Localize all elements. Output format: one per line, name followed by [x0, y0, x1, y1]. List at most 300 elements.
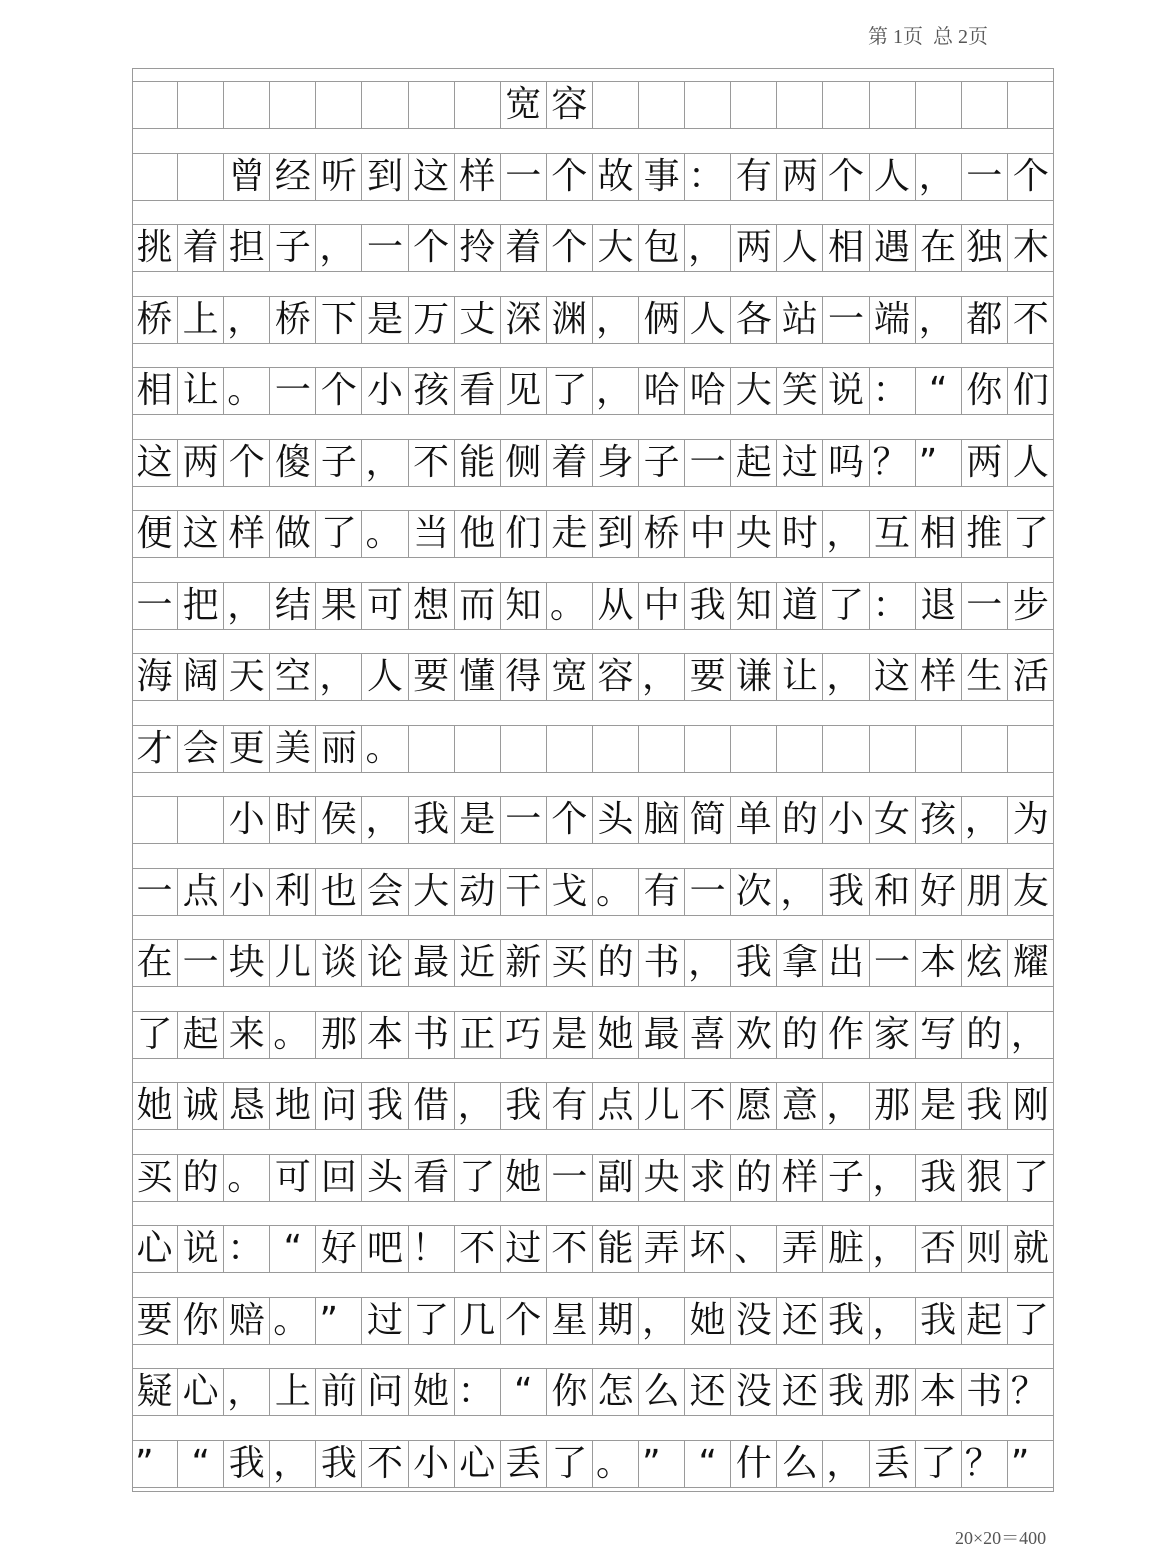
grid-cell: 一 — [501, 797, 547, 843]
grid-cell: 各 — [731, 297, 777, 343]
grid-cell — [685, 726, 731, 772]
grid-cell: 步 — [1012, 585, 1049, 626]
grid-cell: 人 — [362, 654, 408, 700]
grid-cell: 没 — [731, 1298, 777, 1344]
grid-cell: 这 — [409, 154, 455, 200]
grid-cell — [455, 726, 501, 772]
grid-cell: 欢 — [731, 1012, 777, 1058]
grid-cell: 丈 — [455, 297, 501, 343]
grid-cell: 有 — [639, 869, 685, 915]
grid-cell: ， — [316, 225, 362, 271]
grid-cell: 友 — [1012, 871, 1049, 912]
grid-cell: 了 — [455, 1155, 501, 1201]
text-row — [132, 1440, 1054, 1488]
grid-cell: 能 — [593, 1226, 639, 1272]
grid-cell: 我 — [823, 1298, 869, 1344]
grid-cell: 一 — [178, 940, 224, 986]
grid-cell: 弄 — [639, 1226, 685, 1272]
grid-cell — [593, 726, 639, 772]
grid-cell: 买 — [132, 1155, 178, 1201]
grid-cell — [1008, 726, 1054, 772]
grid-cell: ， — [639, 1298, 685, 1344]
grid-cell: 不 — [685, 1083, 731, 1129]
grid-cell: 身 — [593, 440, 639, 486]
grid-cell: 这 — [178, 511, 224, 557]
grid-cell: 我 — [823, 869, 869, 915]
grid-cell — [962, 82, 1008, 128]
grid-cell: 看 — [409, 1155, 455, 1201]
grid-cell: 点 — [593, 1083, 639, 1129]
grid-cell: 中 — [639, 583, 685, 629]
grid-cell: 丽 — [316, 726, 362, 772]
grid-cell: 包 — [639, 225, 685, 271]
grid-cell: 个 — [823, 154, 869, 200]
grid-cell — [178, 797, 224, 843]
grid-cell: 论 — [362, 940, 408, 986]
grid-cell: 朋 — [962, 869, 1008, 915]
grid-cell: 买 — [547, 940, 593, 986]
grid-cell: 次 — [731, 869, 777, 915]
grid-cell: 木 — [1012, 227, 1049, 268]
grid-cell: 么 — [639, 1369, 685, 1415]
grid-cell: ， — [823, 654, 869, 700]
grid-cell: 子 — [316, 440, 362, 486]
text-row — [132, 1011, 1054, 1059]
grid-cell: ， — [685, 225, 731, 271]
grid-cell: 宽 — [501, 82, 547, 128]
grid-cell: ： — [870, 583, 916, 629]
grid-cell — [270, 82, 316, 128]
grid-cell: ， — [362, 797, 408, 843]
grid-cell: 干 — [501, 869, 547, 915]
grid-cell — [593, 82, 639, 128]
grid-cell: 一 — [962, 583, 1008, 629]
grid-cell — [547, 726, 593, 772]
grid-cell — [777, 82, 823, 128]
grid-cell: 故 — [593, 154, 639, 200]
grid-cell: 样 — [777, 1155, 823, 1201]
grid-cell: ， — [270, 1441, 316, 1487]
grid-cell: 互 — [870, 511, 916, 557]
grid-cell: 求 — [685, 1155, 731, 1201]
grid-cell: 一 — [362, 225, 408, 271]
grid-cell: 星 — [547, 1298, 593, 1344]
grid-cell: ， — [362, 440, 408, 486]
grid-cell: 你 — [547, 1369, 593, 1415]
grid-cell: 阔 — [178, 654, 224, 700]
grid-cell: 。 — [362, 511, 408, 557]
grid-cell — [132, 154, 178, 200]
grid-cell: 有 — [731, 154, 777, 200]
grid-cell: 央 — [639, 1155, 685, 1201]
grid-cell — [132, 82, 178, 128]
grid-cell: 从 — [593, 583, 639, 629]
grid-cell: 傻 — [270, 440, 316, 486]
grid-cell: 小 — [823, 797, 869, 843]
grid-cell: 的 — [777, 1012, 823, 1058]
grid-cell: 否 — [916, 1226, 962, 1272]
grid-cell: 海 — [132, 654, 178, 700]
grid-cell: ， — [224, 297, 270, 343]
grid-cell: 会 — [362, 869, 408, 915]
grid-cell: 孩 — [409, 368, 455, 414]
grid-cell: 、 — [731, 1226, 777, 1272]
grid-cell — [777, 726, 823, 772]
grid-cell: ， — [593, 297, 639, 343]
grid-cell: 。 — [270, 1298, 316, 1344]
grid-cell: 她 — [593, 1012, 639, 1058]
grid-cell: 弄 — [777, 1226, 823, 1272]
grid-cell: 头 — [362, 1155, 408, 1201]
grid-cell: 一 — [685, 869, 731, 915]
grid-cell: 生 — [962, 654, 1008, 700]
grid-cell: 不 — [547, 1226, 593, 1272]
grid-cell: 我 — [685, 583, 731, 629]
grid-cell — [178, 82, 224, 128]
grid-cell: 意 — [777, 1083, 823, 1129]
grid-cell: 我 — [501, 1083, 547, 1129]
grid-cell: 样 — [916, 654, 962, 700]
grid-cell: ？ — [962, 1441, 1008, 1487]
grid-cell: 说 — [823, 368, 869, 414]
grid-cell: 块 — [224, 940, 270, 986]
grid-cell: 有 — [547, 1083, 593, 1129]
grid-cell: 我 — [409, 797, 455, 843]
grid-cell: 怎 — [593, 1369, 639, 1415]
grid-cell: 中 — [685, 511, 731, 557]
grid-cell: “ — [916, 368, 962, 414]
grid-cell: 我 — [316, 1441, 362, 1487]
grid-cell: 。 — [270, 1012, 316, 1058]
grid-cell: 。 — [593, 869, 639, 915]
grid-cell: 过 — [501, 1226, 547, 1272]
grid-cell: 事 — [639, 154, 685, 200]
grid-cell: 一 — [823, 297, 869, 343]
grid-cell — [962, 726, 1008, 772]
grid-cell: 近 — [455, 940, 501, 986]
grid-cell: ： — [455, 1369, 501, 1415]
text-row — [132, 939, 1054, 987]
grid-cell — [316, 82, 362, 128]
grid-cell: 不 — [409, 440, 455, 486]
grid-cell: 时 — [270, 797, 316, 843]
grid-cell: 回 — [316, 1155, 362, 1201]
grid-cell: 要 — [409, 654, 455, 700]
grid-cell: ， — [455, 1083, 501, 1129]
grid-cell: 简 — [685, 797, 731, 843]
grid-cell: ： — [685, 154, 731, 200]
grid-cell: 端 — [870, 297, 916, 343]
grid-cell — [823, 726, 869, 772]
grid-cell: 个 — [409, 225, 455, 271]
grid-cell: 空 — [270, 654, 316, 700]
grid-cell: 不 — [362, 1441, 408, 1487]
grid-cell: 动 — [455, 869, 501, 915]
grid-cell: 和 — [870, 869, 916, 915]
grid-cell: ， — [1010, 1014, 1047, 1055]
grid-cell: 我 — [916, 1298, 962, 1344]
grid-cell: ： — [224, 1226, 270, 1272]
grid-cell: 脑 — [639, 797, 685, 843]
grid-cell: 会 — [178, 726, 224, 772]
grid-cell: 果 — [316, 583, 362, 629]
grid-cell: 相 — [132, 368, 178, 414]
grid-cell: 个 — [547, 154, 593, 200]
grid-cell: 不 — [455, 1226, 501, 1272]
grid-cell: 一 — [870, 940, 916, 986]
grid-cell: ” — [916, 440, 962, 486]
grid-cell: 人 — [685, 297, 731, 343]
grid-cell: ， — [593, 368, 639, 414]
grid-cell: 两 — [962, 440, 1008, 486]
grid-cell: ， — [777, 869, 823, 915]
grid-cell: 坏 — [685, 1226, 731, 1272]
grid-cell: 俩 — [639, 297, 685, 343]
grid-cell: 好 — [316, 1226, 362, 1272]
text-row — [132, 1368, 1054, 1416]
grid-cell: 独 — [962, 225, 1008, 271]
grid-cell: 是 — [455, 797, 501, 843]
grid-cell: 吧 — [362, 1226, 408, 1272]
grid-cell: ， — [316, 654, 362, 700]
grid-cell: 一 — [962, 154, 1008, 200]
grid-cell: 书 — [962, 1369, 1008, 1415]
grid-cell: ， — [870, 1155, 916, 1201]
grid-cell: 的 — [962, 1012, 1008, 1058]
grid-cell: 几 — [455, 1298, 501, 1344]
text-row — [132, 439, 1054, 487]
grid-cell: 宽 — [547, 654, 593, 700]
grid-cell: 不 — [1012, 299, 1049, 340]
grid-cell — [455, 82, 501, 128]
grid-cell: 可 — [362, 583, 408, 629]
grid-cell: 了 — [916, 1441, 962, 1487]
grid-cell: 人 — [870, 154, 916, 200]
grid-cell: 新 — [501, 940, 547, 986]
grid-cell: 是 — [547, 1012, 593, 1058]
grid-cell: 美 — [270, 726, 316, 772]
grid-cell: 头 — [593, 797, 639, 843]
grid-cell: 单 — [731, 797, 777, 843]
grid-cell: 大 — [409, 869, 455, 915]
grid-cell: 小 — [224, 869, 270, 915]
grid-cell — [409, 726, 455, 772]
grid-cell — [132, 797, 178, 843]
grid-cell: 了 — [547, 368, 593, 414]
grid-cell: ， — [823, 1441, 869, 1487]
title-row — [132, 81, 1054, 129]
grid-cell: 吗 — [823, 440, 869, 486]
grid-cell: 笑 — [777, 368, 823, 414]
grid-cell: 相 — [916, 511, 962, 557]
grid-cell: ” — [132, 1441, 178, 1487]
grid-cell: 丢 — [501, 1441, 547, 1487]
grid-cell: 的 — [777, 797, 823, 843]
grid-cell: 起 — [962, 1298, 1008, 1344]
grid-cell: 心 — [178, 1369, 224, 1415]
grid-cell: 便 — [132, 511, 178, 557]
grid-cell: 可 — [270, 1155, 316, 1201]
grid-cell: 前 — [316, 1369, 362, 1415]
grid-cell: ， — [870, 1226, 916, 1272]
text-row — [132, 1154, 1054, 1202]
text-row — [132, 582, 1054, 630]
grid-cell: 喜 — [685, 1012, 731, 1058]
grid-cell: 狠 — [962, 1155, 1008, 1201]
grid-cell: 站 — [777, 297, 823, 343]
grid-cell: 相 — [823, 225, 869, 271]
grid-cell: 大 — [731, 368, 777, 414]
grid-cell: 个 — [547, 225, 593, 271]
grid-cell — [639, 82, 685, 128]
grid-cell: ， — [224, 583, 270, 629]
grid-cell: 刚 — [1012, 1085, 1049, 1126]
grid-cell: 这 — [132, 440, 178, 486]
grid-cell: 本 — [916, 940, 962, 986]
grid-cell: 担 — [224, 225, 270, 271]
grid-cell: 了 — [316, 511, 362, 557]
grid-cell: ？ — [1010, 1371, 1047, 1412]
grid-cell: 为 — [1012, 799, 1049, 840]
grid-cell: ” — [639, 1441, 685, 1487]
grid-cell: 着 — [178, 225, 224, 271]
grid-cell: 女 — [870, 797, 916, 843]
grid-cell: 小 — [362, 368, 408, 414]
grid-cell: 到 — [593, 511, 639, 557]
grid-cell: 遇 — [870, 225, 916, 271]
grid-cell: 活 — [1012, 656, 1049, 697]
grid-cell: 哈 — [639, 368, 685, 414]
grid-cell: 要 — [685, 654, 731, 700]
grid-cell: 桥 — [639, 511, 685, 557]
grid-cell: 写 — [916, 1012, 962, 1058]
grid-cell: 最 — [639, 1012, 685, 1058]
grid-cell — [870, 726, 916, 772]
grid-cell: 那 — [316, 1012, 362, 1058]
grid-cell: 了 — [823, 583, 869, 629]
grid-cell: 问 — [316, 1083, 362, 1129]
grid-cell: 她 — [501, 1155, 547, 1201]
grid-cell: ， — [870, 1298, 916, 1344]
grid-cell: 一 — [132, 583, 178, 629]
text-row — [132, 796, 1054, 844]
grid-cell: 知 — [731, 583, 777, 629]
grid-cell: 都 — [962, 297, 1008, 343]
grid-cell: 得 — [501, 654, 547, 700]
text-row — [132, 1225, 1054, 1273]
grid-cell — [823, 82, 869, 128]
grid-cell: 侯 — [316, 797, 362, 843]
grid-cell: 一 — [270, 368, 316, 414]
text-row — [132, 296, 1054, 344]
grid-cell: 走 — [547, 511, 593, 557]
grid-cell: “ — [178, 1441, 224, 1487]
grid-cell — [731, 726, 777, 772]
grid-cell: 侧 — [501, 440, 547, 486]
grid-cell: 了 — [409, 1298, 455, 1344]
grid-cell: 期 — [593, 1298, 639, 1344]
grid-cell: 书 — [409, 1012, 455, 1058]
grid-cell — [685, 82, 731, 128]
grid-cell: 个 — [316, 368, 362, 414]
grid-cell: ： — [870, 368, 916, 414]
grid-cell: 见 — [501, 368, 547, 414]
grid-cell: 人 — [777, 225, 823, 271]
grid-cell: 拎 — [455, 225, 501, 271]
grid-cell: 万 — [409, 297, 455, 343]
grid-cell: 人 — [1012, 442, 1049, 483]
grid-cell: 么 — [777, 1441, 823, 1487]
grid-cell: 孩 — [916, 797, 962, 843]
grid-cell: 也 — [316, 869, 362, 915]
grid-cell: ， — [224, 1369, 270, 1415]
text-row — [132, 367, 1054, 415]
grid-cell: 脏 — [823, 1226, 869, 1272]
grid-cell: 问 — [362, 1369, 408, 1415]
grid-cell: 还 — [777, 1298, 823, 1344]
grid-cell: ， — [823, 511, 869, 557]
grid-cell: 。 — [547, 583, 593, 629]
grid-cell: 利 — [270, 869, 316, 915]
grid-cell: 就 — [1012, 1228, 1049, 1269]
grid-cell: 。 — [224, 1155, 270, 1201]
grid-cell: 了 — [1012, 1157, 1049, 1198]
grid-cell: 谦 — [731, 654, 777, 700]
grid-cell: 小 — [409, 1441, 455, 1487]
grid-cell: 一 — [501, 154, 547, 200]
grid-cell: 了 — [547, 1441, 593, 1487]
grid-cell: 两 — [178, 440, 224, 486]
grid-cell: ， — [823, 1083, 869, 1129]
grid-cell: ， — [916, 154, 962, 200]
grid-cell: 天 — [224, 654, 270, 700]
grid-cell: 子 — [639, 440, 685, 486]
grid-cell: 谈 — [316, 940, 362, 986]
grid-cell: 更 — [224, 726, 270, 772]
grid-cell: 的 — [593, 940, 639, 986]
grid-cell: 来 — [224, 1012, 270, 1058]
grid-cell: 我 — [916, 1155, 962, 1201]
grid-cell — [362, 82, 408, 128]
grid-cell: 借 — [409, 1083, 455, 1129]
text-row — [132, 224, 1054, 272]
grid-cell: 炫 — [962, 940, 1008, 986]
grid-cell: 则 — [962, 1226, 1008, 1272]
grid-cell: 丢 — [870, 1441, 916, 1487]
grid-cell — [409, 82, 455, 128]
grid-cell: 书 — [639, 940, 685, 986]
grid-cell: 小 — [224, 797, 270, 843]
grid-cell: 是 — [362, 297, 408, 343]
grid-cell: 心 — [132, 1226, 178, 1272]
grid-cell: 她 — [132, 1083, 178, 1129]
grid-cell: 一 — [547, 1155, 593, 1201]
grid-cell: “ — [501, 1369, 547, 1415]
grid-cell — [731, 82, 777, 128]
grid-cell: ， — [639, 654, 685, 700]
grid-cell: “ — [685, 1441, 731, 1487]
grid-cell: 退 — [916, 583, 962, 629]
grid-cell: 儿 — [270, 940, 316, 986]
grid-cell: 个 — [224, 440, 270, 486]
grid-cell: 本 — [362, 1012, 408, 1058]
grid-cell: 经 — [270, 154, 316, 200]
grid-cell: 子 — [823, 1155, 869, 1201]
grid-cell: 恳 — [224, 1083, 270, 1129]
grid-cell: 本 — [916, 1369, 962, 1415]
grid-cell: 家 — [870, 1012, 916, 1058]
grid-cell: 让 — [777, 654, 823, 700]
